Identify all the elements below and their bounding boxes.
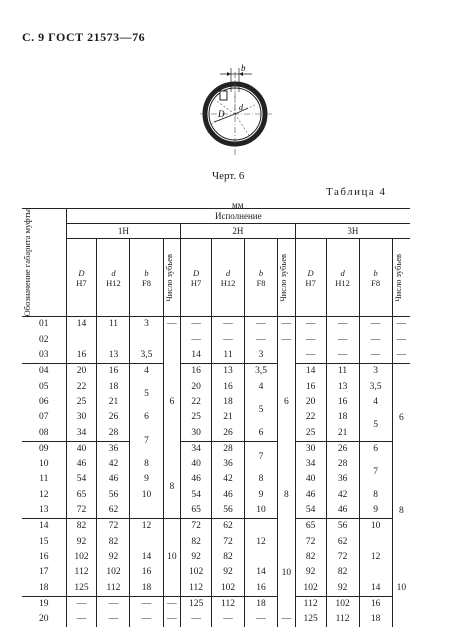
value-cell: [66, 333, 97, 348]
value-cell: 72: [97, 519, 130, 535]
subheader-teeth: Число зубьев: [392, 238, 410, 317]
value-cell: [130, 503, 163, 519]
value-cell: 82: [211, 550, 244, 565]
value-cell: 9: [245, 488, 278, 503]
value-cell: 82: [181, 534, 212, 549]
size-designation-cell: 11: [39, 474, 49, 485]
value-cell: 10: [130, 488, 163, 503]
size-designation-cell: 03: [39, 350, 49, 361]
value-cell: —: [326, 333, 359, 348]
size-designation-cell: 15: [39, 536, 49, 547]
value-cell: 12: [130, 519, 163, 535]
table-row: [22, 519, 410, 535]
value-cell: 92: [326, 580, 359, 596]
size-designation-cell: 18: [39, 582, 49, 593]
value-cell: [97, 333, 130, 348]
table-row: [22, 425, 410, 441]
size-designation-cell: 05: [39, 381, 49, 392]
value-cell: 16: [359, 596, 392, 612]
subheader-d: d H12: [97, 238, 130, 317]
value-cell: 21: [211, 410, 244, 425]
value-cell: 3: [359, 364, 392, 380]
dimensions-table-wrap: [22, 208, 410, 627]
value-cell: —: [359, 348, 392, 364]
value-cell: 6: [245, 425, 278, 441]
value-cell: —: [326, 348, 359, 364]
dim-label-b: b: [241, 63, 246, 73]
value-cell: 42: [97, 457, 130, 472]
value-cell: 42: [211, 472, 244, 487]
value-cell: 14: [66, 317, 97, 333]
value-cell: 26: [211, 425, 244, 441]
value-cell: [130, 333, 163, 348]
value-cell: 40: [181, 457, 212, 472]
dimensions-table: [22, 208, 410, 627]
value-cell: —: [392, 333, 410, 348]
value-cell: 46: [66, 457, 97, 472]
value-cell: 102: [211, 580, 244, 596]
value-cell: [130, 534, 163, 549]
value-cell: 56: [326, 519, 359, 535]
subheader-D: D H7: [181, 238, 212, 317]
value-cell: 12: [359, 550, 392, 565]
value-cell: 18: [245, 596, 278, 612]
value-cell: 56: [211, 503, 244, 519]
table-body: [22, 317, 410, 627]
value-cell: 65: [66, 488, 97, 503]
subheader-b: b F8: [359, 238, 392, 317]
value-cell: 22: [181, 395, 212, 410]
value-cell: 36: [97, 441, 130, 457]
value-cell: 30: [181, 425, 212, 441]
value-cell: —: [97, 596, 130, 612]
value-cell: 65: [181, 503, 212, 519]
value-cell: 16: [130, 565, 163, 580]
value-cell: 92: [97, 550, 130, 565]
table-row: [22, 333, 410, 348]
value-cell: —: [359, 333, 392, 348]
value-cell: [359, 565, 392, 580]
value-cell: 3,5: [130, 348, 163, 364]
value-cell: 9: [359, 503, 392, 519]
value-cell: 22: [295, 410, 326, 425]
subheader-d: d H12: [211, 238, 244, 317]
value-cell: 102: [326, 596, 359, 612]
value-cell: 34: [295, 457, 326, 472]
value-cell: 102: [181, 565, 212, 580]
value-cell: 54: [295, 503, 326, 519]
value-cell: 54: [181, 488, 212, 503]
table-row: [22, 457, 410, 472]
value-cell: 16: [245, 580, 278, 596]
value-cell: 34: [181, 441, 212, 457]
merged-cell: 10: [392, 550, 410, 627]
value-cell: 18: [97, 380, 130, 395]
value-cell: 112: [181, 580, 212, 596]
group-header: Исполнение: [66, 209, 410, 224]
value-cell: —: [359, 317, 392, 333]
size-designation-cell: 13: [39, 505, 49, 516]
value-cell: 12: [245, 534, 278, 549]
subheader-teeth: Число зубьев: [163, 238, 181, 317]
value-cell: —: [326, 317, 359, 333]
value-cell: 9: [130, 472, 163, 487]
value-cell: 92: [211, 565, 244, 580]
size-designation-cell: 04: [22, 364, 66, 380]
value-cell: 26: [97, 410, 130, 425]
value-cell: —: [295, 333, 326, 348]
size-designation-cell: 08: [39, 427, 49, 438]
value-cell: —: [211, 317, 244, 333]
value-cell: 4: [245, 380, 278, 395]
row-header-label: Обозначение габарита муфты: [22, 209, 32, 317]
value-cell: 13: [326, 380, 359, 395]
value-cell: 6: [130, 410, 163, 425]
value-cell: 18: [211, 395, 244, 410]
merged-cell: 7: [130, 425, 163, 457]
table-row: [22, 503, 410, 519]
value-cell: [163, 333, 181, 348]
value-cell: —: [97, 612, 130, 627]
size-designation-cell: 17: [39, 567, 49, 578]
value-cell: 20: [181, 380, 212, 395]
value-cell: 42: [326, 488, 359, 503]
spline-hub-drawing: [190, 62, 280, 167]
merged-cell: 8: [278, 457, 296, 534]
value-cell: 92: [295, 565, 326, 580]
value-cell: 72: [211, 534, 244, 549]
value-cell: 18: [130, 580, 163, 596]
value-cell: —: [181, 333, 212, 348]
merged-cell: 10: [163, 519, 181, 596]
value-cell: 72: [66, 503, 97, 519]
value-cell: 112: [97, 580, 130, 596]
value-cell: 14: [359, 580, 392, 596]
value-cell: 72: [181, 519, 212, 535]
value-cell: 10: [359, 519, 392, 535]
value-cell: 22: [66, 380, 97, 395]
value-cell: 16: [181, 364, 212, 380]
value-cell: 16: [97, 364, 130, 380]
value-cell: 14: [181, 348, 212, 364]
dim-label-d: d: [239, 103, 243, 112]
size-designation-cell: 07: [39, 412, 49, 423]
value-cell: 4: [130, 364, 163, 380]
figure-caption: Черт. 6: [212, 170, 245, 182]
value-cell: 21: [326, 425, 359, 441]
value-cell: 14: [130, 550, 163, 565]
value-cell: 14: [245, 565, 278, 580]
merged-cell: 8: [163, 457, 181, 519]
subheader-D: D H7: [66, 238, 97, 317]
value-cell: 10: [245, 503, 278, 519]
value-cell: —: [163, 612, 181, 627]
size-designation-cell: 10: [39, 459, 49, 470]
value-cell: 3: [130, 317, 163, 333]
value-cell: 3,5: [359, 380, 392, 395]
value-cell: 20: [295, 395, 326, 410]
value-cell: 8: [130, 457, 163, 472]
size-designation-cell: 19: [22, 596, 66, 612]
value-cell: 18: [326, 410, 359, 425]
value-cell: 82: [326, 565, 359, 580]
size-designation-cell: 02: [39, 334, 49, 345]
table-row: [22, 441, 410, 457]
value-cell: 16: [211, 380, 244, 395]
merged-cell: 8: [392, 472, 410, 549]
value-cell: 46: [211, 488, 244, 503]
value-cell: [245, 519, 278, 535]
value-cell: 28: [97, 425, 130, 441]
value-cell: 8: [245, 472, 278, 487]
table-row: [22, 364, 410, 380]
value-cell: 21: [97, 395, 130, 410]
value-cell: 112: [295, 596, 326, 612]
merged-cell: 7: [245, 441, 278, 472]
value-cell: 3: [245, 348, 278, 364]
value-cell: —: [278, 612, 296, 627]
value-cell: 18: [359, 612, 392, 627]
value-cell: 92: [181, 550, 212, 565]
subheader-teeth: Число зубьев: [278, 238, 296, 317]
group-label-1h: 1Н: [66, 224, 181, 238]
value-cell: 25: [66, 395, 97, 410]
value-cell: 40: [295, 472, 326, 487]
table-row: [22, 534, 410, 549]
merged-cell: 5: [130, 380, 163, 411]
value-cell: 46: [295, 488, 326, 503]
value-cell: 13: [211, 364, 244, 380]
table-row: [22, 596, 410, 612]
value-cell: —: [295, 348, 326, 364]
value-cell: 11: [97, 317, 130, 333]
value-cell: 8: [359, 488, 392, 503]
value-cell: 65: [295, 519, 326, 535]
table-units: мм: [232, 200, 244, 210]
value-cell: 125: [66, 580, 97, 596]
table-row: [22, 380, 410, 395]
value-cell: 26: [326, 441, 359, 457]
merged-cell: 10: [278, 534, 296, 611]
value-cell: 82: [97, 534, 130, 549]
merged-cell: 6: [163, 348, 181, 457]
subheader-D: D H7: [295, 238, 326, 317]
subheader-d: d H12: [326, 238, 359, 317]
value-cell: 16: [326, 395, 359, 410]
value-cell: 82: [295, 550, 326, 565]
value-cell: —: [66, 596, 97, 612]
value-cell: 16: [295, 380, 326, 395]
table-row: [22, 317, 410, 333]
table-row: [22, 410, 410, 425]
value-cell: [245, 550, 278, 565]
value-cell: 125: [181, 596, 212, 612]
value-cell: —: [163, 317, 181, 333]
table-row: [22, 580, 410, 596]
value-cell: 46: [326, 503, 359, 519]
merged-cell: 5: [359, 410, 392, 441]
size-designation-cell: 09: [22, 441, 66, 457]
table-row: [22, 565, 410, 580]
value-cell: 6: [359, 441, 392, 457]
value-cell: 30: [66, 410, 97, 425]
value-cell: —: [278, 333, 296, 348]
value-cell: 62: [211, 519, 244, 535]
value-cell: 112: [211, 596, 244, 612]
table-row: [22, 612, 410, 627]
value-cell: 36: [211, 457, 244, 472]
value-cell: —: [278, 317, 296, 333]
value-cell: 25: [295, 425, 326, 441]
value-cell: 36: [326, 472, 359, 487]
table-row: [22, 550, 410, 565]
value-cell: 54: [66, 472, 97, 487]
size-designation-cell: 01: [22, 317, 66, 333]
value-cell: —: [392, 317, 410, 333]
merged-cell: 6: [392, 364, 410, 473]
value-cell: 3,5: [245, 364, 278, 380]
value-cell: 62: [97, 503, 130, 519]
group-label-3h: 3Н: [295, 224, 410, 238]
value-cell: 14: [295, 364, 326, 380]
value-cell: 82: [66, 519, 97, 535]
value-cell: 72: [295, 534, 326, 549]
size-designation-cell: 16: [39, 551, 49, 562]
value-cell: —: [211, 333, 244, 348]
page-header: С. 9 ГОСТ 21573—76: [22, 30, 146, 44]
value-cell: —: [392, 348, 410, 364]
size-designation-cell: 06: [39, 396, 49, 407]
group-label-2h: 2Н: [181, 224, 296, 238]
size-designation-cell: 14: [22, 519, 66, 535]
table-row: [22, 348, 410, 364]
size-designation-cell: 20: [39, 614, 49, 625]
value-cell: 46: [97, 472, 130, 487]
table-row: [22, 488, 410, 503]
value-cell: —: [130, 612, 163, 627]
dim-label-D: D: [218, 109, 225, 119]
value-cell: 34: [66, 425, 97, 441]
merged-cell: 6: [278, 348, 296, 457]
value-cell: 102: [97, 565, 130, 580]
value-cell: 16: [66, 348, 97, 364]
value-cell: 102: [66, 550, 97, 565]
value-cell: —: [295, 317, 326, 333]
value-cell: 13: [97, 348, 130, 364]
value-cell: —: [66, 612, 97, 627]
value-cell: 28: [211, 441, 244, 457]
size-designation-cell: 12: [39, 489, 49, 500]
value-cell: 72: [326, 550, 359, 565]
value-cell: 62: [326, 534, 359, 549]
value-cell: 4: [359, 395, 392, 410]
value-cell: —: [130, 596, 163, 612]
value-cell: 102: [295, 580, 326, 596]
subheader-b: b F8: [130, 238, 163, 317]
value-cell: 125: [295, 612, 326, 627]
value-cell: —: [245, 317, 278, 333]
value-cell: —: [163, 596, 181, 612]
value-cell: —: [245, 333, 278, 348]
value-cell: —: [181, 612, 212, 627]
value-cell: 92: [66, 534, 97, 549]
value-cell: 112: [66, 565, 97, 580]
subheader-b: b F8: [245, 238, 278, 317]
value-cell: —: [211, 612, 244, 627]
table-caption: Таблица 4: [326, 186, 387, 198]
value-cell: 30: [295, 441, 326, 457]
row-header-cell: [22, 209, 66, 317]
value-cell: 46: [181, 472, 212, 487]
value-cell: 40: [66, 441, 97, 457]
merged-cell: 5: [245, 395, 278, 426]
value-cell: —: [181, 317, 212, 333]
value-cell: 25: [181, 410, 212, 425]
value-cell: 20: [66, 364, 97, 380]
value-cell: 11: [211, 348, 244, 364]
value-cell: [359, 534, 392, 549]
value-cell: 11: [326, 364, 359, 380]
value-cell: —: [245, 612, 278, 627]
value-cell: 56: [97, 488, 130, 503]
table-row: [22, 395, 410, 410]
table-row: [22, 472, 410, 487]
merged-cell: 7: [359, 457, 392, 488]
value-cell: 28: [326, 457, 359, 472]
value-cell: 112: [326, 612, 359, 627]
